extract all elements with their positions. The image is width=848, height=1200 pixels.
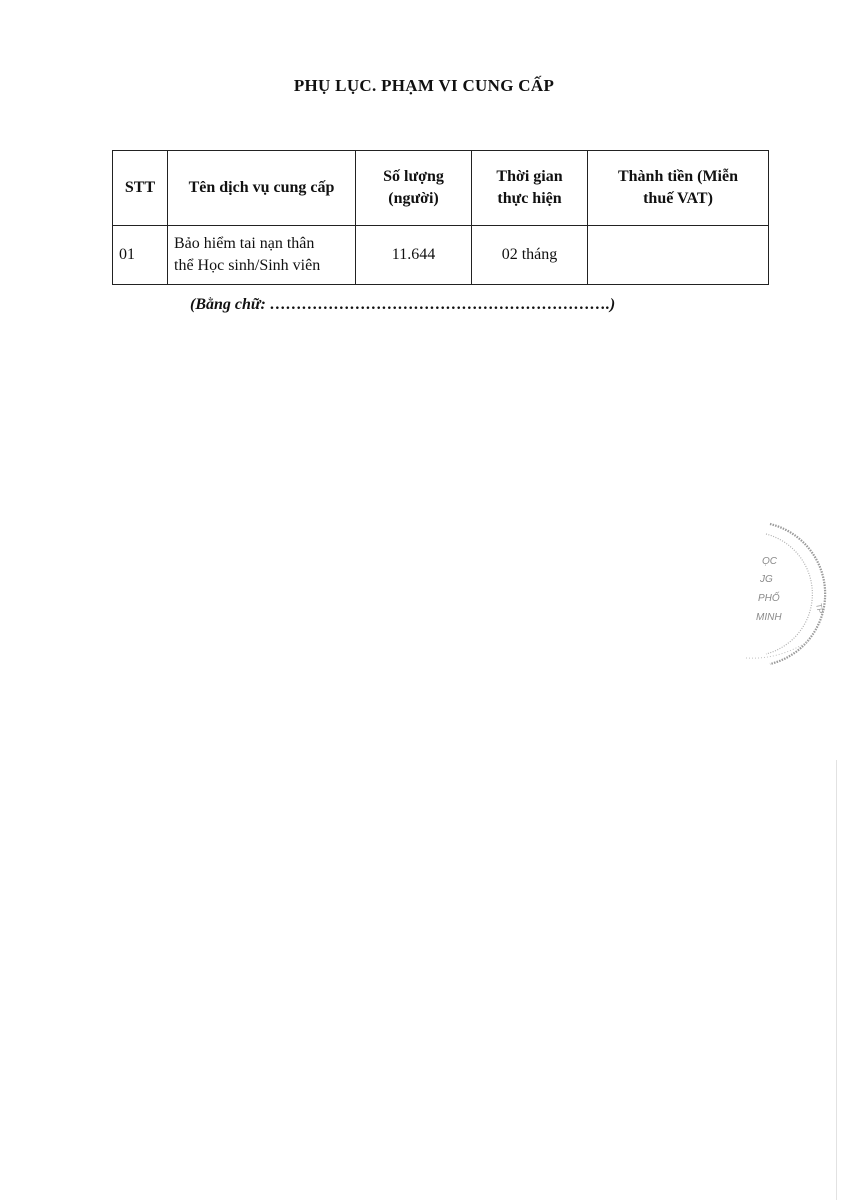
page-title: PHỤ LỤC. PHẠM VI CUNG CẤP [293,76,555,95]
cell-service-name-line1: Bảo hiểm tai nạn thân [174,235,315,252]
svg-text:PHỐ: PHỐ [758,593,780,604]
svg-text:JG: JG [760,574,773,585]
stamp-seal-icon [740,520,840,670]
header-quantity-line2: (người) [388,190,439,207]
svg-text:TP: TP [814,602,825,615]
scan-edge-line [836,760,837,1200]
header-quantity [356,151,472,226]
svg-text:MINH: MINH [756,612,782,623]
header-quantity-line1: Số lượng [383,168,444,185]
amount-in-words: (Bằng chữ: ……………………………………………………….) [190,296,616,313]
cell-stt: 01 [113,226,168,285]
cell-service-name [168,226,356,285]
header-duration-line2: thực hiện [497,190,562,207]
header-duration [472,151,588,226]
cell-quantity: 11.644 [356,226,472,285]
cell-duration: 02 tháng [472,226,588,285]
header-duration-line1: Thời gian [496,168,563,185]
cell-service-name-line2: thể Học sinh/Sinh viên [174,257,321,274]
cell-amount [588,226,769,285]
header-service-name: Tên dịch vụ cung cấp [168,151,356,226]
svg-text:ỌC: ỌC [762,556,777,567]
table-row [113,226,769,285]
header-amount-line2: thuế VAT) [643,190,713,207]
header-stt: STT [113,151,168,226]
header-amount [588,151,769,226]
header-amount-line1: Thành tiền (Miễn [617,168,738,185]
scope-table [112,150,769,285]
table-header-row [113,151,769,226]
